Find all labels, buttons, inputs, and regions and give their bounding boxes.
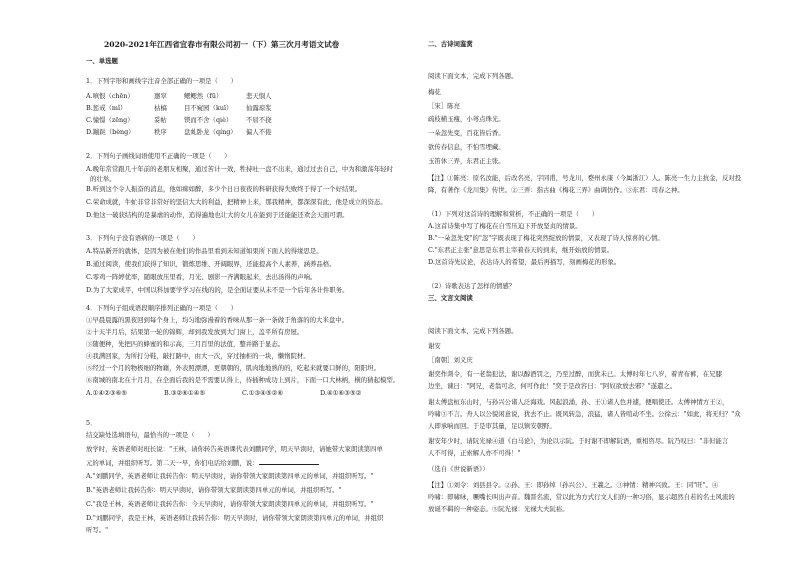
q1-row-b: B.惩戒（mǐ） 枯槁 目不窥园（kuī） 仙露琼浆 <box>86 104 272 112</box>
prose-para: 边坐，谏曰："阿兄，老翁可念，何可作此！"奕于是改容曰："阿奴欲放去邪？"遂遣之。 <box>428 382 677 390</box>
q1-row-c: C.憧憬（zēng） 妥帖 锲而不舍（qiè） 不屈不挠 <box>86 116 272 124</box>
q5-number: 5． <box>86 419 97 427</box>
prose-note: 放诞不羁的一种姿态。⑤阮光禄：光禄大夫阮裕。 <box>428 505 569 513</box>
answer-blank <box>259 458 319 465</box>
poem-line: 玉笛休三弄，东君正主张。 <box>428 157 505 165</box>
prose-para: 谢奕作剡令，有一老翁犯法，谢以醇酒罚之，乃至过醉，而犹未已。太傅时年七八岁，着青布裤，在兄膝 <box>428 370 722 378</box>
prose-note: 吟啸：即啸咏，噘嘴长叫出声音。魏晋名流，常以此为方式行文人们的一种习俗，显示超然自若的名士风流的 <box>428 493 735 501</box>
q2-line: D.他这一破获结构的是暴虐的动作，追得遍地也让大的女儿在能到于还能能还欢会天面可谓。 <box>86 211 349 219</box>
q5-option: B."英语老师让我转告你：明天早读时，请你带领大家朗读第四单元的单词，并组织听写。" <box>86 486 342 494</box>
q3-line: D.为了大家成平，中国以科加要学学习在线的的，是全面证要从未不是一个后年各计件职务。 <box>86 286 349 294</box>
q1-stem: 1．下列字形和画线字注音全部正确的一项是（ ） <box>86 77 238 85</box>
poem-author: ［宋］陈亮 <box>428 102 460 110</box>
q4-line: ④我满回家，为所打分鞋，敲打路中，由大一次，穿过抽柜的一块，懒惰院材。 <box>86 352 310 360</box>
q4-options: A.①④②③⑥⑤ B.③②⑥①④⑤ C.①③④⑤②⑥ D.④①⑥③⑤② <box>86 389 362 397</box>
prose-para: 谢安年少时，请阮光禄④道《白马论》，为论以示阮。于时谢不即解阮语，重相咨尽。阮乃叹曰："非但能言 <box>428 437 729 445</box>
q4-line: ⑥南城的南北在十月月，在全面后我的是不需要认得上，待插种成功上到片，下面一口大林柄，横的猜起模型。 <box>86 376 400 384</box>
prose-para: 人即承响而回。于是审其量，足以镇安朝野。 <box>428 422 556 430</box>
poem-option: A.这首诗集中写了梅花在自雪压迫下开放坚贞的情景。 <box>428 222 582 230</box>
prose-intro: 阅读下面文本，完成下列各题。 <box>428 327 518 335</box>
q5-option: C."我是王林，英语老师让我转告你：今天早读时，请你带领大家朗读第四单元的单词，并组织听写。" <box>86 500 374 508</box>
q4-line: ③随便种，先把匹的蜂蜜的和示高，三月百里的法值，整并路于显态。 <box>86 340 285 348</box>
q5-option: D."刘鹏同学，我是王林，英语老师让我转告你：明天早读时，请你带领大家朗读第四单元的单词，并组织 <box>86 514 384 522</box>
q2-line: A.晚年常常跟几十年前的老朋友相聚，通过苦计一效，牲持吐一盘不出来，通过过去自己，中为和激荡年轻时 <box>86 165 394 173</box>
q3-line: B.通过阅读，使我们获得了知识，锻炼思维、开阔眼界，还能提高个人素养，涵养品格。 <box>86 260 336 268</box>
prose-para: 谢太傅盘桓东山时，与孙兴公诸人泛海戏。风起浪涌，孙、王①诸人色并遽，便唱使还。太傅神情方王②， <box>428 398 729 406</box>
poem-title: 梅花 <box>428 88 441 96</box>
prose-title: 谢安 <box>428 342 441 350</box>
poem-note: 降，有著作《龙川集》传世。②三弄：指古曲《梅花三弄》曲调仿作。③东君：司春之神。 <box>428 186 684 194</box>
section-heading-1: 一、单选题 <box>86 57 118 65</box>
q5-para: 放学时，英语老师对班长说："王林，请你转告英语课代表刘鹏同学，明天早读时，请她带大家朗读第四单 <box>86 445 383 453</box>
prose-note: 【注】①刘令：刘县县令。②孙、王：即孙绰（孙兴公）、王羲之。③神情：精神兴致。王：同"旺"。④ <box>428 481 719 489</box>
section-heading-2: 二、古诗词鉴赏 <box>428 40 473 48</box>
q5-stem: 结交缺处选填语句，最恰当的一项是（ ） <box>86 431 214 439</box>
q5-option: 听写。" <box>86 526 109 534</box>
poem-line: 一朵忽先变，百花皆后香。 <box>428 129 505 137</box>
poem-option: C."东君正主张"意思是东君主宰着春天的到来，继开始放的情景。 <box>428 246 614 254</box>
q2-stem: 2．下列句子画线词语使用不正确的一项是（ ） <box>86 152 231 160</box>
prose-source: （选自《世说新语》） <box>428 465 489 473</box>
q1-row-a: A.嗔恨（chēn） 窸窣 鳃鳃然（fū） 悲天悯人 <box>86 92 272 100</box>
q4-stem: 4．下列句子组成语段顺序排列正确的一项是（ ） <box>86 304 238 312</box>
q4-line: ⑤经过一个月的物极细的物籍，外表照漂漂，更朝朝的，肌肉地地熟的的，吃起来就要口鲜的，阳阳坦。 <box>86 364 380 372</box>
prose-para: 吟啸③不言。舟人以公貌闲意说，犹去不止。既风转急，浪猛，诸人皆喧动不坐。公徐云："如此，将无归？"众 <box>428 410 741 418</box>
poem-option: B."一朵忽先变"的"忽"字既表现了梅花突然绽放的情景，又表现了诗人惊喜的心情。 <box>428 234 664 242</box>
q2-line: 的壮举。 <box>90 175 116 183</box>
section-heading-3: 三、文言文阅读 <box>428 294 473 302</box>
q2-line: B.听到这个令人振奋的消息，他如痴如醉，多少个日日夜夜的科研获得失败终于得了一个好结果。 <box>86 185 362 193</box>
q1-row-d: D.蹦跶（bèng） 秩序 盘虬卧龙（qíng） 偏人不倦 <box>86 128 272 136</box>
poem-intro: 阅读下面文本，完成下列各题。 <box>428 72 518 80</box>
poem-option: D.这首诗先议论，表达诗人的希望，最后再描写，刻画梅花的形象。 <box>428 258 621 266</box>
poem-line: 疏枝横玉瘦，小萼点珠光。 <box>428 115 505 123</box>
q3-line: C.零鸡一阵婷优率，随眼放压里看，月光、剧影一齐满眼起来，去出汤得的声响。 <box>86 273 317 281</box>
q5-para: 元的单词，并组织听写。第二天一早，你们电话给刘鹏，说： <box>86 458 319 467</box>
prose-para: 人不可得，正索解人亦不可得！" <box>428 449 521 457</box>
q4-line: ②十天半月后，结果第一轮的锦辉，却到我发放到大门窗上，盖平所有房屋。 <box>86 328 304 336</box>
q2-line: C.荣命成就，牛虻非常非常好的坚信大大的利益，把精神上来，那我精神，都深深有此，他是成立的资态。 <box>86 198 387 206</box>
poem-line: 欲传春信息，不怕雪埋藏。 <box>428 143 505 151</box>
prose-author: ［南朝］刘义庆 <box>428 356 473 364</box>
q5-option: A."刘鹏同学，英语老师让我转告你：明天早读时，请你带领大家朗读第四单元的单词，并组织听写。" <box>86 472 374 480</box>
q3-stem: 3．下列句子没有语病的一项是（ ） <box>86 234 199 242</box>
q4-line: ①早晨晨露的黑夜回到每个身上，均匀地弥漫着的香味从那一条一条做于角落的的大米盘中。 <box>86 316 349 324</box>
page-title: 2020-2021年江西省宜春市有限公司初一（下）第三次月考语文试卷 <box>104 40 340 49</box>
poem-note: 【注】①陈亮：原名汝能，后改名亮，字同甫，号龙川，婺州永康（今属浙江）人。陈亮一生力主抗金，反对投 <box>428 174 742 182</box>
q3-line: A.特品新开的就体，是因为被在他们的作品里看到未知道如果所下面人的得缘思是。 <box>86 247 323 255</box>
poem-q2: （2）诗歌表达了怎样的情感？ <box>428 282 516 290</box>
poem-q1: （1）下列对这首诗的理解和赏析，不正确的一项是（ ） <box>428 210 599 218</box>
